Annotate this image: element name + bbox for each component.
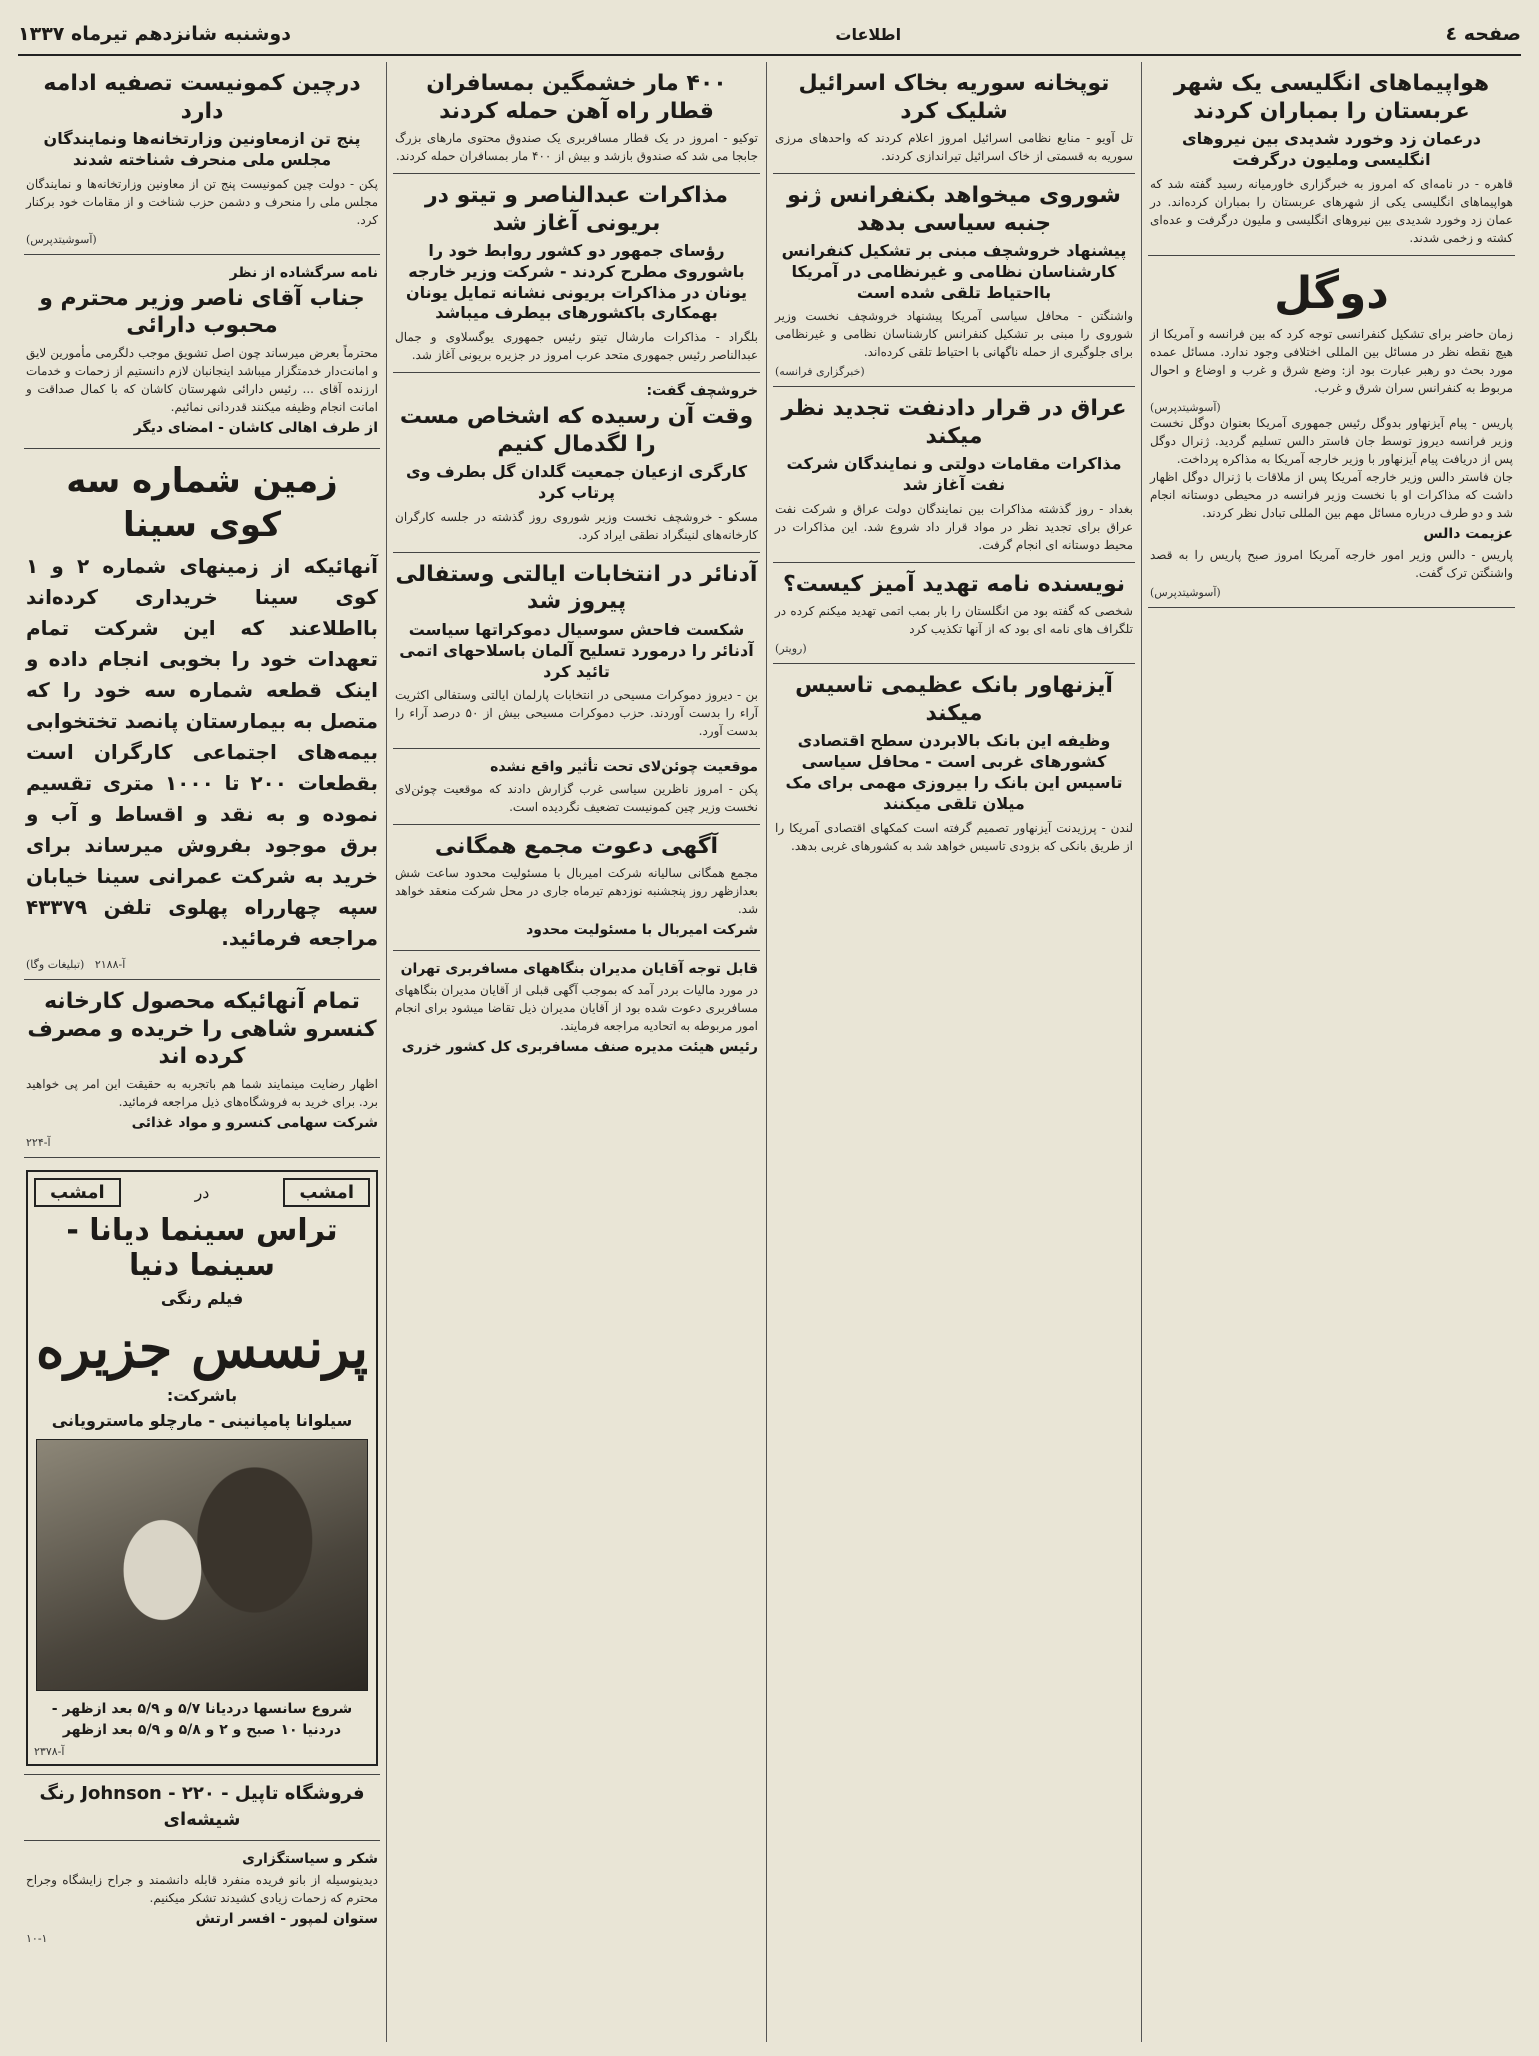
column-4 bbox=[18, 62, 386, 2042]
credit: (آسوشیتدپرس) bbox=[26, 232, 97, 246]
cinema-header bbox=[34, 1178, 370, 1207]
ad-code: آ-۲۱۸۸ bbox=[94, 958, 126, 972]
masthead bbox=[18, 14, 1521, 56]
notice-body: در مورد مالیات بردر آمد که بموجب آگهی قبلی از آقایان مدیران بنگاههای مسافربری دعوت شده بود از آقایان مدیران ذیل تقاضا میشود برای انجام امور مربوطه به اتحادیه مراجعه فرمایند. bbox=[395, 983, 758, 1034]
column-3 bbox=[386, 62, 766, 2042]
notice-assembly bbox=[393, 825, 760, 952]
column-2 bbox=[766, 62, 1141, 2042]
article-threat bbox=[773, 563, 1135, 665]
subsection-title: عزیمت دالس bbox=[1423, 525, 1513, 542]
notice-taxi bbox=[393, 951, 760, 1067]
article-body: پاریس - دالس وزیر امور خارجه آمریکا امروز صبح پاریس را به قصد واشنگتن ترک گفت. bbox=[1150, 547, 1513, 580]
notice-thanks bbox=[24, 1841, 380, 1953]
article-body: بلگراد - مذاکرات مارشال تیتو رئیس جمهوری یوگسلاوی و جمال عبدالناصر رئیس جمهوری متحد عرب امروز در جزیره بریونی آغاز شد. bbox=[395, 330, 758, 363]
article-body: شخصی که گفته بود من انگلستان را بار بمب اتمی تهدید میکنم کرده در تلگراف های نامه ای بود که از آنها تکذیب کرد bbox=[775, 604, 1133, 637]
ad-headline: زمین شماره سه کوی سینا bbox=[66, 460, 338, 546]
kicker: نامه سرگشاده از نظر bbox=[229, 264, 378, 281]
color-film-label: فیلم رنگی bbox=[160, 1289, 244, 1309]
article-khrushchev bbox=[393, 373, 760, 553]
page-number: صفحه ٤ bbox=[1445, 23, 1521, 45]
article-degaulle bbox=[1148, 256, 1515, 608]
article-soviet bbox=[773, 174, 1135, 387]
page-footer-code: ۱۰-۱ bbox=[26, 1932, 48, 1946]
article-bombing bbox=[1148, 62, 1515, 256]
ad-agency: (تبلیغات وگا) bbox=[26, 958, 85, 972]
cinema-names: تراس سینما دیانا - سینما دنیا bbox=[66, 1213, 338, 1284]
article-purge bbox=[24, 62, 380, 255]
subheadline: مذاکرات مقامات دولتی و نمایندگان شرکت نفت آغاز شد bbox=[786, 454, 1122, 495]
article-body: پاریس - پیام آیزنهاور بدوگل رئیس جمهوری آمریکا بعنوان دوگل نخست وزیر فرانسه دیروز توسط جان فاستر دالس تسلیم گردید. ژنرال دوگل پس از دریافت پیام آیزنهاور با وزیر خارجه آمریکا به مذاکره پرداخت. bbox=[1150, 415, 1513, 466]
headline: شوروی میخواهد بکنفرانس ژنو جنبه سیاسی بدهد bbox=[787, 183, 1121, 236]
cast-names: سیلوانا پامپانینی - مارچلو ماسترویانی bbox=[51, 1410, 353, 1430]
tonight-label-2: امشب bbox=[34, 1178, 121, 1207]
letter-signature: از طرف اهالی کاشان - امضای دیگر bbox=[133, 419, 378, 436]
headline: آیزنهاور بانک عظیمی تاسیس میکند bbox=[795, 673, 1113, 726]
subheadline: پیشنهاد خروشچف مبنی بر تشکیل کنفرانس کارشناسان نظامی و غیرنظامی در آمریکا بااحتیاط تلقی شده است bbox=[781, 241, 1127, 302]
article-syria bbox=[773, 62, 1135, 174]
article-body: جان فاستر دالس وزیر خارجه آمریکا پس از ملاقات با ژنرال دوگل اظهار داشت که مذاکرات او با نخست وزیر فرانسه در محیطی دوستانه انجام شد و دو طرف درباره مسائل مهم بین المللی تبادل نظر کردند. bbox=[1150, 469, 1513, 520]
article-body: پکن - امروز ناظرین سیاسی غرب گزارش دادند که موقعیت چوئن‌لای نخست وزیر چین کمونیست تضعیف نگردیده است. bbox=[395, 781, 758, 814]
headline: هواپیماهای انگلیسی یک شهر عربستان را بمباران کردند bbox=[1173, 71, 1490, 124]
issue-date: دوشنبه شانزدهم تیرماه ۱۳۳۷ bbox=[18, 23, 291, 45]
article-body: بغداد - روز گذشته مذاکرات بین نمایندگان دولت عراق و شرکت نفت عراق برای تجدید نظر در مواد قرار داد شروع شد. این مذاکرات در محیط دوستانه ای انجام گرفت. bbox=[775, 501, 1133, 552]
newspaper-page bbox=[18, 14, 1521, 2042]
notice-signature: شرکت امیربال با مسئولیت محدود bbox=[526, 922, 758, 939]
cinema-box bbox=[26, 1170, 378, 1766]
article-body: لندن - پرزیدنت آیزنهاور تصمیم گرفته است کمکهای اقتصادی آمریکا را از طریق بانکی که بزودی تاسیس خواهد شد به کشورهای غربی بدهد. bbox=[775, 820, 1133, 853]
headline: جناب آقای ناصر وزیر محترم و محبوب دارائی bbox=[39, 285, 365, 339]
article-adenauer bbox=[393, 553, 760, 749]
article-body: توکیو - امروز در یک قطار مسافربری یک صندوق محتوی مارهای بزرگ جابجا می شد که صندوق بازشد و بیش از ۴۰۰ مار بمسافران حمله کردند. bbox=[395, 131, 758, 163]
headline: درچین کمونیست تصفیه ادامه دارد bbox=[43, 71, 361, 124]
notice-body: دیدینوسیله از بانو فریده منفرد قابله دانشمند و جراح زایشگاه وجراح محترم که زحمات زیادی کشیدند تشکر میکنیم. bbox=[26, 1872, 378, 1905]
headline: عراق در قرار دادنفت تجدید نظر میکند bbox=[781, 396, 1127, 449]
article-iraq bbox=[773, 387, 1135, 563]
headline: وقت آن رسیده که اشخاص مست را لگدمال کنیم bbox=[399, 404, 754, 457]
ad-land bbox=[24, 449, 380, 980]
ad-body: آنهائیکه از زمینهای شماره ۲ و ۱ کوی سینا خریداری کرده‌اند بااطلاعند که این شرکت تمام تعهدات خود را بخوبی انجام داده و اینک قطعه شماره سه خود را که متصل به بیمارستان پانصد تختخوابی بیمه‌های اجتماعی کارگران است بقطعات ۲۰۰ تا ۱۰۰۰ متری تقسیم نموده و به نقد و اقساط و آب و برق موجود بفروش میرساند برای خرید به شرکت عمرانی سینا خیابان سپه چهارراه پهلوی تلفن ۴۳۳۷۹ مراجعه فرمائید. bbox=[26, 554, 379, 951]
credit: (خبرگزاری فرانسه) bbox=[775, 365, 865, 379]
article-body: پکن - دولت چین کمونیست پنج تن از معاونین وزارتخانه‌ها و نمایندگان مجلس ملی را منحرف و دشمن حزب شناخت و از مقامات خود برکنار کرد. bbox=[26, 176, 378, 227]
ad-code-line bbox=[26, 958, 378, 971]
headline: موقعیت چوئن‌لای تحت تأثیر واقع نشده bbox=[490, 759, 758, 776]
headline: ۴۰۰ مار خشمگین بمسافران قطار راه آهن حمله کردند bbox=[426, 71, 727, 124]
article-eisenhower bbox=[773, 664, 1135, 862]
ad-headline: تمام آنهائیکه محصول کارخانه کنسرو شاهی را خریده و مصرف کرده اند bbox=[27, 989, 377, 1070]
article-body: قاهره - در نامه‌ای که امروز به خبرگزاری خاورمیانه رسید گفته شد که هواپیماهای انگلیسی یکی از شهرهای عربستان را بمباران کرده‌اند. در عمان زد وخورد شدیدی بین نیروهای انگلیسی و ملیون درگرفت و عده‌ای کشته و زخمی شدند. bbox=[1150, 176, 1513, 245]
subheadline: شکست فاحش سوسیال دموکراتها سیاست آدنائر را درمورد تسلیح آلمان باسلاحهای اتمی تائید کرد bbox=[399, 619, 754, 681]
subheadline: پنج تن ازمعاونین وزارتخانه‌ها ونمایندگان مجلس ملی منحرف شناخته شدند bbox=[43, 129, 361, 169]
headline: نویسنده نامه تهدید آمیز کیست؟ bbox=[783, 571, 1125, 597]
subheadline: درعمان زد وخورد شدیدی بین نیروهای انگلیسی وملیون درگرفت bbox=[1182, 129, 1481, 169]
ad-johnson bbox=[24, 1775, 380, 1840]
film-title: پرنسس جزیره bbox=[36, 1315, 368, 1380]
notice-title: قابل توجه آقایان مدیران بنگاههای مسافربری تهران bbox=[400, 961, 758, 978]
article-body: واشنگتن - محافل سیاسی آمریکا پیشنهاد خروشچف نخست وزیر شوروی را مبنی بر تشکیل کنفرانس کارشناسان نظامی و غیرنظامی برای جلوگیری از حمله ناگهانی با احتیاط تلقی کرده‌اند. bbox=[775, 309, 1133, 360]
ad-code: آ-۲۲۴ bbox=[26, 1136, 51, 1150]
headline: مذاکرات عبدالناصر و تیتو در بریونی آغاز شد bbox=[425, 183, 728, 236]
subheadline: رؤسای جمهور دو کشور روابط خود را باشوروی مطرح کردند - شرکت وزیر خارجه یونان در مذاکرات بریونی نشانه تمایل یونان بهمکاری باکشورهای بیطرف میباشد bbox=[406, 241, 747, 323]
notice-title: شکر و سیاستگزاری bbox=[242, 1850, 378, 1867]
article-body: زمان حاضر برای تشکیل کنفرانسی توجه کرد که بین فرانسه و آمریکا از هیچ نقطه نظر در مسائل بین المللی اختلافی وجود ندارد. مسائل عمده مورد بحث دو رهبر عبارت بود از: وضع شرق و غرب و اوضاع و احوال مربوط به کنفرانس سران شرق و غرب. bbox=[1150, 326, 1513, 395]
credit: (رویتر) bbox=[775, 642, 807, 656]
ad-cinema bbox=[24, 1158, 380, 1775]
ad-canned bbox=[24, 980, 380, 1158]
headline: آدنائر در انتخابات ایالتی وستفالی پیروز شد bbox=[395, 561, 758, 615]
ad-body: اظهار رضایت مینمایند شما هم باتجربه به حقیقت این امر پی خواهید برد. برای خرید به فروشگاه‌های ذیل مراجعه فرمائید. bbox=[26, 1076, 378, 1109]
article-nasser bbox=[393, 174, 760, 373]
article-snakes bbox=[393, 62, 760, 174]
notice-title: آگهی دعوت مجمع همگانی bbox=[434, 833, 719, 859]
in-label: در bbox=[194, 1183, 210, 1203]
headline: توپخانه سوریه بخاک اسرائیل شلیک کرد bbox=[798, 71, 1110, 124]
kicker: خروشچف گفت: bbox=[646, 383, 758, 400]
paper-name: اطلاعات bbox=[835, 24, 902, 44]
article-body: تل آویو - منابع نظامی اسرائیل امروز اعلام کردند که واحدهای مرزی سوریه به قسمتی از خاک اسرائیل تیراندازی کردند. bbox=[775, 131, 1133, 163]
ad-signature: شرکت سهامی کنسرو و مواد غذائی bbox=[131, 1114, 378, 1131]
ad-code: آ-۲۳۷۸ bbox=[34, 1745, 65, 1759]
film-still-photo bbox=[36, 1439, 368, 1691]
tonight-label: امشب bbox=[283, 1178, 370, 1207]
article-body: بن - دیروز دموکرات مسیحی در انتخابات پارلمان ایالتی وستفالی اکثریت آراء را بدست آوردند. حزب دموکرات مسیحی بیش از ۵۰ درصد آراء را بدست آورد. bbox=[395, 688, 758, 739]
credit: (آسوشیتدپرس) bbox=[1150, 400, 1221, 414]
section-title: دوگل bbox=[1274, 267, 1389, 319]
notice-signature: ستوان لمپور - افسر ارتش bbox=[195, 1910, 378, 1927]
showtimes: شروع سانسها دردیانا ۵/۷ و ۵/۹ بعد ازظهر - دردنیا ۱۰ صبح و ۲ و ۵/۸ و ۵/۹ بعد ازظهر bbox=[51, 1701, 353, 1739]
column-1 bbox=[1141, 62, 1521, 2042]
subheadline: وظیفه این بانک بالابردن سطح اقتصادی کشورهای غربی است - محافل سیاسی تاسیس این بانک را بیروزی مهمی برای مک میلان تلقی میکنند bbox=[785, 731, 1123, 813]
ad-text: فروشگاه تاپیل - Johnson - ۲۲۰ رنگ شیشه‌ای bbox=[39, 1783, 365, 1830]
article-body: مسکو - خروشچف نخست وزیر شوروی روز گذشته در جلسه کارگران کارخانه‌های لنینگراد نطقی ایراد کرد. bbox=[395, 509, 758, 542]
credit: (آسوشیتدپرس) bbox=[1150, 585, 1221, 599]
open-letter bbox=[24, 255, 380, 449]
letter-body: محترماً بعرض میرساند چون اصل تشویق موجب دلگرمی مأمورین لایق و امانت‌دار خدمتگزار میباشد اینجانبان لازم دانستیم از زحمات و خدمات ارزنده آقای ... رئیس دارائی شهرستان کاشان که با کمال صداقت و امانت انجام وظیفه میکنند قدردانی نمائیم. bbox=[26, 345, 378, 414]
subheadline: کارگری ازعیان جمعیت گلدان گل بطرف وی پرتاب کرد bbox=[406, 462, 747, 503]
notice-signature: رئیس هیئت مدیره صنف مسافربری کل کشور خزری bbox=[401, 1039, 758, 1056]
notice-body: مجمع همگانی سالیانه شرکت امیربال با مسئولیت محدود ساعت شش بعدازظهر روز پنجشنبه نوزدهم تیرماه جاری در محل شرکت منعقد خواهد شد. bbox=[395, 866, 758, 917]
cast-label: باشرکت: bbox=[166, 1385, 238, 1405]
article-chou bbox=[393, 749, 760, 824]
